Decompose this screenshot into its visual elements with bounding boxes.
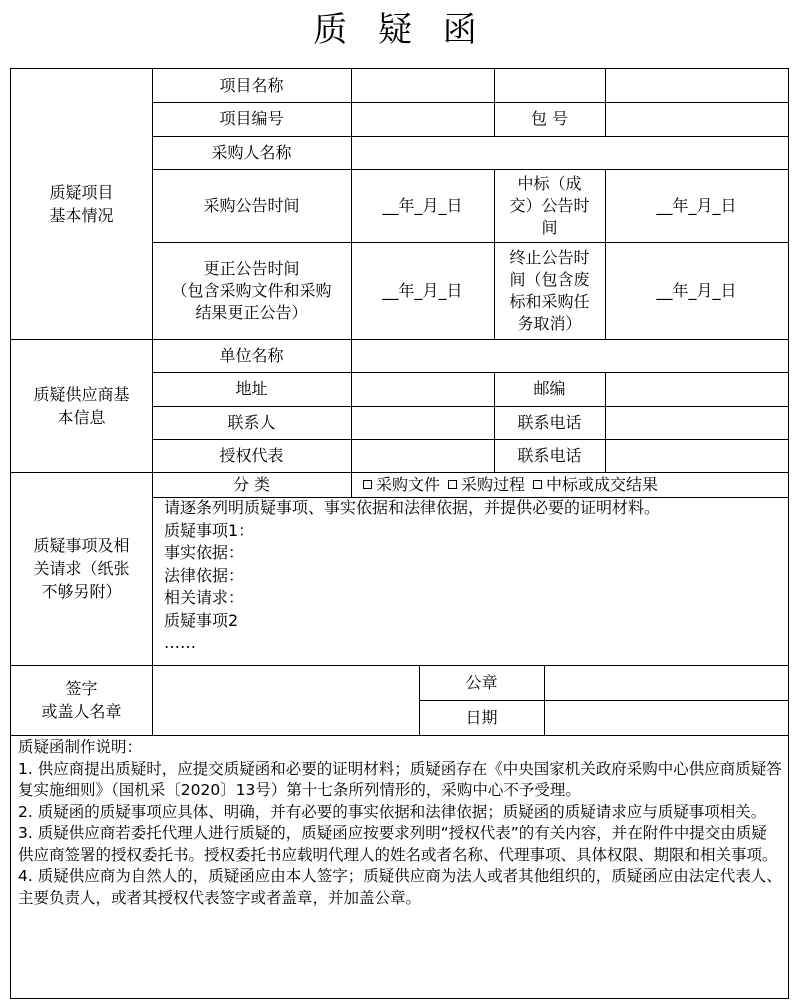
checkbox-icon [363,480,372,489]
authorized-phone-field[interactable] [605,439,788,472]
issue-line: …… [164,633,196,652]
complaint-form [10,68,789,999]
category-options [351,472,788,497]
seal-field[interactable] [544,665,788,700]
category-option-process[interactable]: 采购过程 [446,474,525,496]
category-option-result[interactable]: 中标或成交结果 [531,474,658,496]
instruction-item: 3. 质疑供应商若委托代理人进行质疑的，质疑函应按要求列明“授权代表”的有关内容，并在附件中提交由质疑供应商签署的授权委托书。授权委托书应载明代理人的姓名或者名称、代理事项、具体权限、期限和相关事项。 [18,824,778,864]
project-no-field[interactable] [351,102,494,136]
issue-line: 质疑事项1： [164,520,255,540]
contact-label: 联系人 [227,412,276,432]
termination-notice-time-field[interactable]: __年_月_日 [656,280,737,300]
category-label: 分 类 [232,474,271,494]
project-name-field-extra[interactable] [494,69,605,102]
award-notice-time-label: 中标（成 交）公告时 间 [509,173,590,237]
unit-name-field[interactable] [351,339,788,372]
correction-notice-time-label: 更正公告时间 （包含采购文件和采购 结果更正公告） [171,258,332,322]
notice-time-field[interactable]: __年_月_日 [382,195,463,215]
section-supplier-info: 质疑供应商基 本信息 [33,384,130,427]
issues-instruction: 请逐条列明质疑事项、事实依据和法律依据，并提供必要的证明材料。 [164,498,661,517]
project-name-field[interactable] [351,69,494,102]
issue-line: 质疑事项2 [164,610,239,630]
unit-name-label: 单位名称 [219,345,284,365]
issue-line: 法律依据： [164,565,245,585]
authorized-rep-label: 授权代表 [219,445,284,465]
section-issues: 质疑事项及相 关请求（纸张 不够另附） [33,536,130,601]
instruction-item: 1. 供应商提出质疑时，应提交质疑函和必要的证明材料；质疑函存在《中央国家机关政府采购中心供应商质疑答复实施细则》（国机采〔2020〕13号）第十七条所列情形的，采购中心不予受理。 [18,759,782,799]
category-option-documents[interactable]: 采购文件 [361,474,440,496]
date-label: 日期 [465,707,498,727]
purchaser-name-field[interactable] [351,136,788,169]
issue-line: 事实依据： [164,543,245,562]
package-no-label: 包 号 [530,109,569,128]
award-notice-time-field[interactable]: __年_月_日 [656,195,737,215]
date-field[interactable] [544,700,788,735]
project-name-label: 项目名称 [219,75,284,95]
postcode-field[interactable] [605,372,788,406]
contact-field[interactable] [351,406,494,439]
contact-phone-label: 联系电话 [517,412,582,432]
termination-notice-time-label: 终止公告时 间（包含废 标和采购任 务取消） [509,247,590,333]
correction-notice-time-field[interactable]: __年_月_日 [382,280,463,300]
section-signature: 签字 或盖人名章 [41,679,122,721]
authorized-phone-label: 联系电话 [517,445,582,465]
row-divider [11,735,788,736]
purchaser-name-label: 采购人名称 [211,142,292,162]
project-no-label: 项目编号 [219,109,284,128]
issue-line: 相关请求： [164,588,245,607]
signature-field[interactable] [152,665,419,735]
package-no-field[interactable] [605,102,788,136]
issues-text-area[interactable] [161,497,784,663]
notice-time-label: 采购公告时间 [203,195,300,215]
project-name-field-extra-2[interactable] [605,69,788,102]
instruction-item: 4. 质疑供应商为自然人的，质疑函应由本人签字；质疑供应商为法人或者其他组织的，质疑函应由法定代表人、主要负责人，或者其授权代表签字或者盖章，并加盖公章。 [18,867,782,907]
page-title: 质 疑 函 [313,10,487,50]
address-field[interactable] [351,372,494,406]
contact-phone-field[interactable] [605,406,788,439]
section-basic-info: 质疑项目 基本情况 [49,183,114,225]
postcode-label: 邮编 [533,379,566,398]
authorized-rep-field[interactable] [351,439,494,472]
instructions-section [11,737,788,999]
instructions-heading: 质疑函制作说明： [18,738,143,756]
checkbox-icon [533,480,542,489]
instruction-item: 2. 质疑函的质疑事项应具体、明确，并有必要的事实依据和法律依据；质疑函的质疑请求应与质疑事项相关。 [18,802,767,821]
checkbox-icon [448,480,457,489]
address-label: 地址 [235,379,268,398]
seal-label: 公章 [465,672,498,692]
